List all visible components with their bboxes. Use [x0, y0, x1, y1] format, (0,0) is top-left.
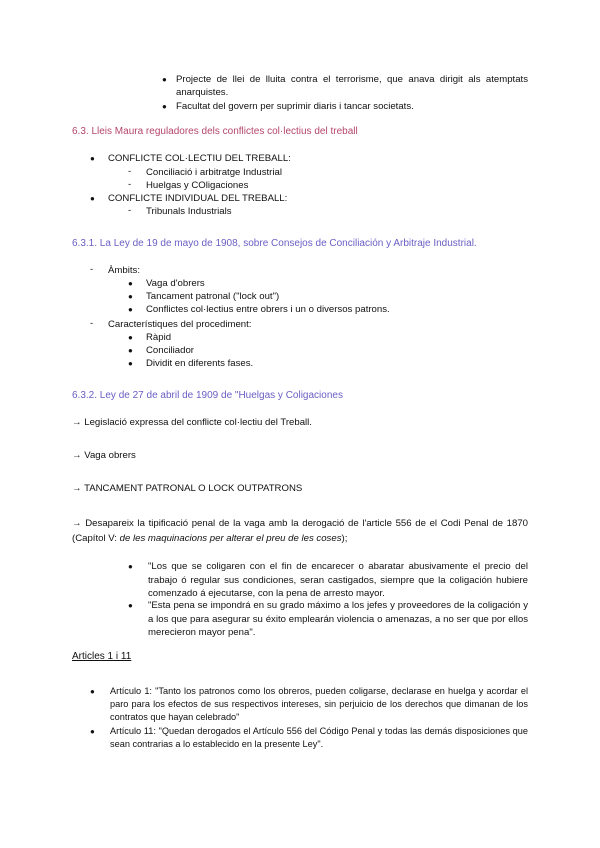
dash-icon: - [128, 205, 132, 216]
section-heading: 6.3.1. La Ley de 19 de mayo de 1908, sobre Consejos de Conciliación y Arbitraje Industrial. [72, 238, 477, 249]
dash-icon: - [90, 264, 94, 275]
dash-icon: - [128, 179, 132, 190]
list-item: - Característiques del procediment: [90, 318, 252, 330]
list-item: - Conciliació i arbitratge Industrial [128, 166, 282, 178]
bullet-icon: ● [128, 279, 133, 288]
bullet-icon: ● [90, 727, 95, 736]
bullet-icon: ● [128, 346, 133, 355]
arrow-paragraph: → Vaga obrers [72, 450, 136, 461]
list-item: ● Conciliador [128, 345, 194, 356]
section-heading: 6.3.2. Ley de 27 de abril de 1909 de "Huelgas y Coligaciones [72, 390, 343, 401]
bullet-icon: ● [128, 562, 133, 571]
list-item: ● Dividit en diferents fases. [128, 358, 254, 369]
bullet-icon: ● [162, 102, 167, 111]
bullet-icon: ● [128, 305, 133, 314]
arrow-paragraph: → TANCAMENT PATRONAL O LOCK OUTPATRONS [72, 483, 303, 494]
bullet-icon: ● [90, 194, 95, 203]
dash-icon: - [90, 318, 94, 329]
bullet-icon: ● [162, 75, 167, 84]
bullet-icon: ● [90, 154, 95, 163]
bullet-icon: ● [90, 687, 95, 696]
dash-icon: - [128, 166, 132, 177]
list-item: ● Ràpid [128, 332, 172, 343]
list-item: ● Vaga d'obrers [128, 278, 205, 289]
bullet-icon: ● [128, 292, 133, 301]
list-item: ● Artículo 11: "Quedan derogados el Artículo 556 del Código Penal y todas las demás disposiciones que sean contrarias a lo establecido en la presente Ley". [90, 726, 528, 750]
list-item: ● Projecte de llei de lluita contra el terrorisme, que anava dirigit als atemptats anarquistes. [162, 74, 528, 99]
list-item: ● Tancament patronal ("lock out") [128, 291, 280, 302]
list-item: - Àmbits: [90, 264, 140, 276]
list-item: ● Conflictes col·lectius entre obrers i un o diversos patrons. [128, 304, 390, 315]
list-item: - Huelgas y COligaciones [128, 179, 249, 191]
list-item: ● Artículo 1: "Tanto los patronos como los obreros, pueden coligarse, declarase en huelga y acordar el paro para los efectos de sus respectivos intereses, sin perjuicio de los derechos que dimanan de los contratos que hayan celebrado" [90, 686, 528, 723]
articles-heading: Articles 1 i 11 [72, 651, 132, 662]
list-item: - Tribunals Industrials [128, 205, 232, 217]
list-item: ● Facultat del govern per suprimir diaris i tancar societats. [162, 101, 414, 112]
arrow-paragraph: → Desapareix la tipificació penal de la vaga amb la derogació de l'article 556 de el Codi Penal de 1870 (Capítol V: de les maquinacions per alterar el preu de les coses); [72, 518, 528, 544]
bullet-icon: ● [128, 333, 133, 342]
quote-item: ● "Los que se coligaren con el fin de encarecer o abaratar abusivamente el precio del trabajo ó regular sus condiciones, seran castigados, siempre que la coligación hubiere comenzado á ejecutarse, con la pena de arresto mayor. [128, 561, 528, 599]
list-item: ● CONFLICTE COL·LECTIU DEL TREBALL: [90, 153, 291, 164]
list-item: ● CONFLICTE INDIVIDUAL DEL TREBALL: [90, 193, 288, 204]
bullet-icon: ● [128, 601, 133, 610]
bullet-icon: ● [128, 359, 133, 368]
section-heading: 6.3. Lleis Maura reguladores dels conflictes col·lectius del treball [72, 126, 358, 137]
quote-item: ● "Esta pena se impondrá en su grado máximo a los jefes y proveedores de la coligación y a los que para asegurar su éxito emplearán violencia o amenazas, a no ser que por ellos merecieron mayor pena". [128, 600, 528, 638]
arrow-paragraph: → Legislació expressa del conflicte col·lectiu del Treball. [72, 417, 312, 428]
